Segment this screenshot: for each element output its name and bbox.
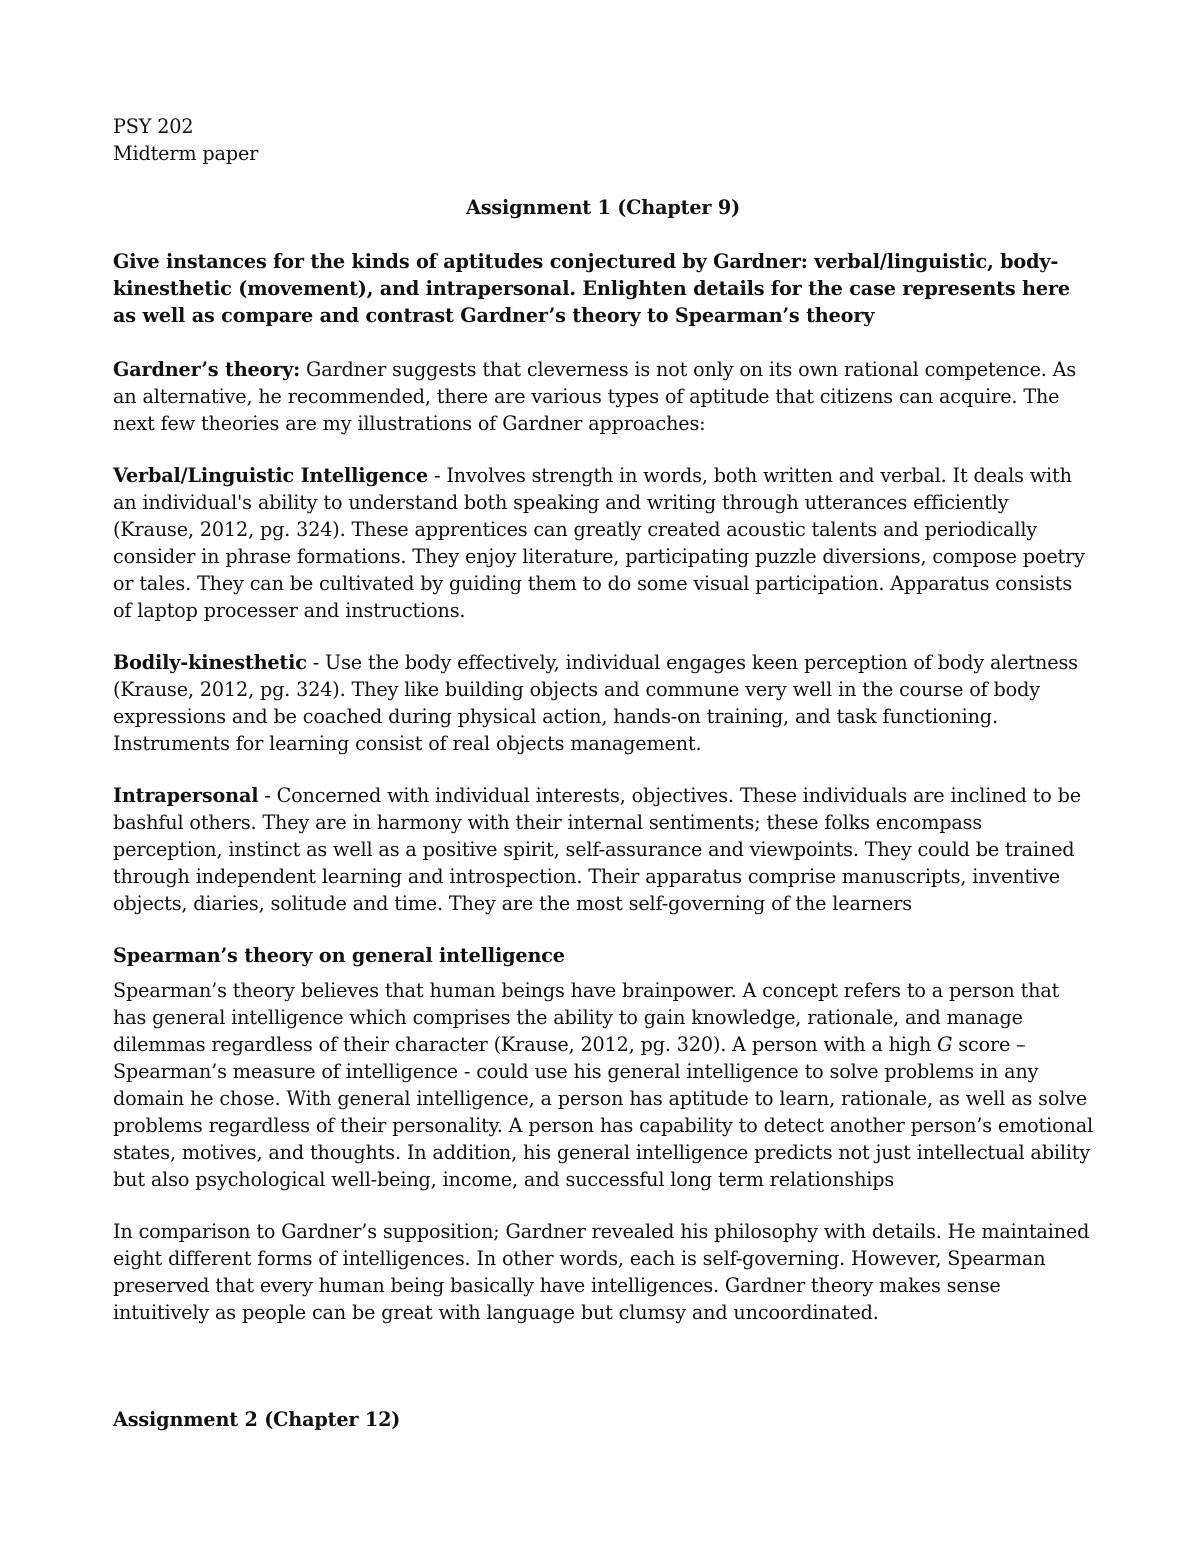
spearman-text-b: score – Spearman’s measure of intelligence - could use his general intelligence to solve problems in any domain he chose. With general intelligence, a person has aptitude to learn, rationale, as well as solve problems regardless of their personality. A person has capability to detect another person’s emotional states, motives, and thoughts. In addition, his general intelligence predicts not just intellectual ability but also psychological well-being, income, and successful long term relationships (113, 1033, 1093, 1191)
bodily-kinesthetic-label: Bodily-kinesthetic (113, 651, 307, 674)
document-type: Midterm paper (113, 142, 259, 165)
assignment-2-title: Assignment 2 (Chapter 12) (113, 1408, 401, 1431)
verbal-linguistic-text: - Involves strength in words, both written and verbal. It deals with an individual's ability to understand both speaking and writing through utterances efficiently (Krause, 2012, pg. 324). These apprentices can greatly created acoustic talents and periodically consider in phrase formations. They enjoy literature, participating puzzle diversions, compose poetry or tales. They can be cultivated by guiding them to do some visual participation. Apparatus consists of laptop processer and instructions. (113, 464, 1085, 622)
verbal-linguistic-label: Verbal/Linguistic Intelligence (113, 464, 429, 487)
assignment-1-prompt: Give instances for the kinds of aptitudes conjectured by Gardner: verbal/linguistic, body-kinesthetic (movement), and intrapersonal. Enlighten details for the case represents here as well as compare and contrast Gardner’s theory to Spearman’s theory (113, 250, 1070, 327)
bodily-kinesthetic-text: - Use the body effectively, individual engages keen perception of body alertness (Krause, 2012, pg. 324). They like building objects and commune very well in the course of body expressions and be coached during physical action, hands-on training, and task functioning. Instruments for learning consist of real objects management. (113, 651, 1078, 755)
spearman-heading: Spearman’s theory on general intelligence (113, 944, 565, 967)
gardner-theory-text: Gardner suggests that cleverness is not only on its own rational competence. As an alternative, he recommended, there are various types of aptitude that citizens can acquire. The next few theories are my illustrations of Gardner approaches: (113, 358, 1077, 435)
intrapersonal-paragraph (113, 782, 1093, 917)
gardner-theory-paragraph (113, 356, 1093, 437)
intrapersonal-text: - Concerned with individual interests, objectives. These individuals are inclined to be bashful others. They are in harmony with their internal sentiments; these folks encompass perception, instinct as well as a positive spirit, self-assurance and viewpoints. They could be trained through independent learning and introspection. Their apparatus comprise manuscripts, inventive objects, diaries, solitude and time. They are the most self-governing of the learners (113, 784, 1081, 915)
intrapersonal-label: Intrapersonal (113, 784, 259, 807)
course-code: PSY 202 (113, 115, 194, 138)
comparison-paragraph: In comparison to Gardner’s supposition; Gardner revealed his philosophy with details. He maintained eight different forms of intelligences. In other words, each is self-governing. However, Spearman preserved that every human being basically have intelligences. Gardner theory makes sense intuitively as people can be great with language but clumsy and uncoordinated. (113, 1220, 1090, 1324)
bodily-kinesthetic-paragraph (113, 649, 1093, 757)
assignment-1-title: Assignment 1 (Chapter 9) (465, 196, 741, 219)
gardner-theory-label: Gardner’s theory: (113, 358, 301, 381)
g-score-letter: G (937, 1033, 953, 1056)
spearman-paragraph (113, 977, 1093, 1193)
verbal-linguistic-paragraph (113, 462, 1093, 624)
spearman-text-a: Spearman’s theory believes that human beings have brainpower. A concept refers to a person that has general intelligence which comprises the ability to gain knowledge, rationale, and manage dilemmas regardless of their character (Krause, 2012, pg. 320). A person with a high (113, 979, 1060, 1056)
document-page (113, 113, 1093, 1433)
